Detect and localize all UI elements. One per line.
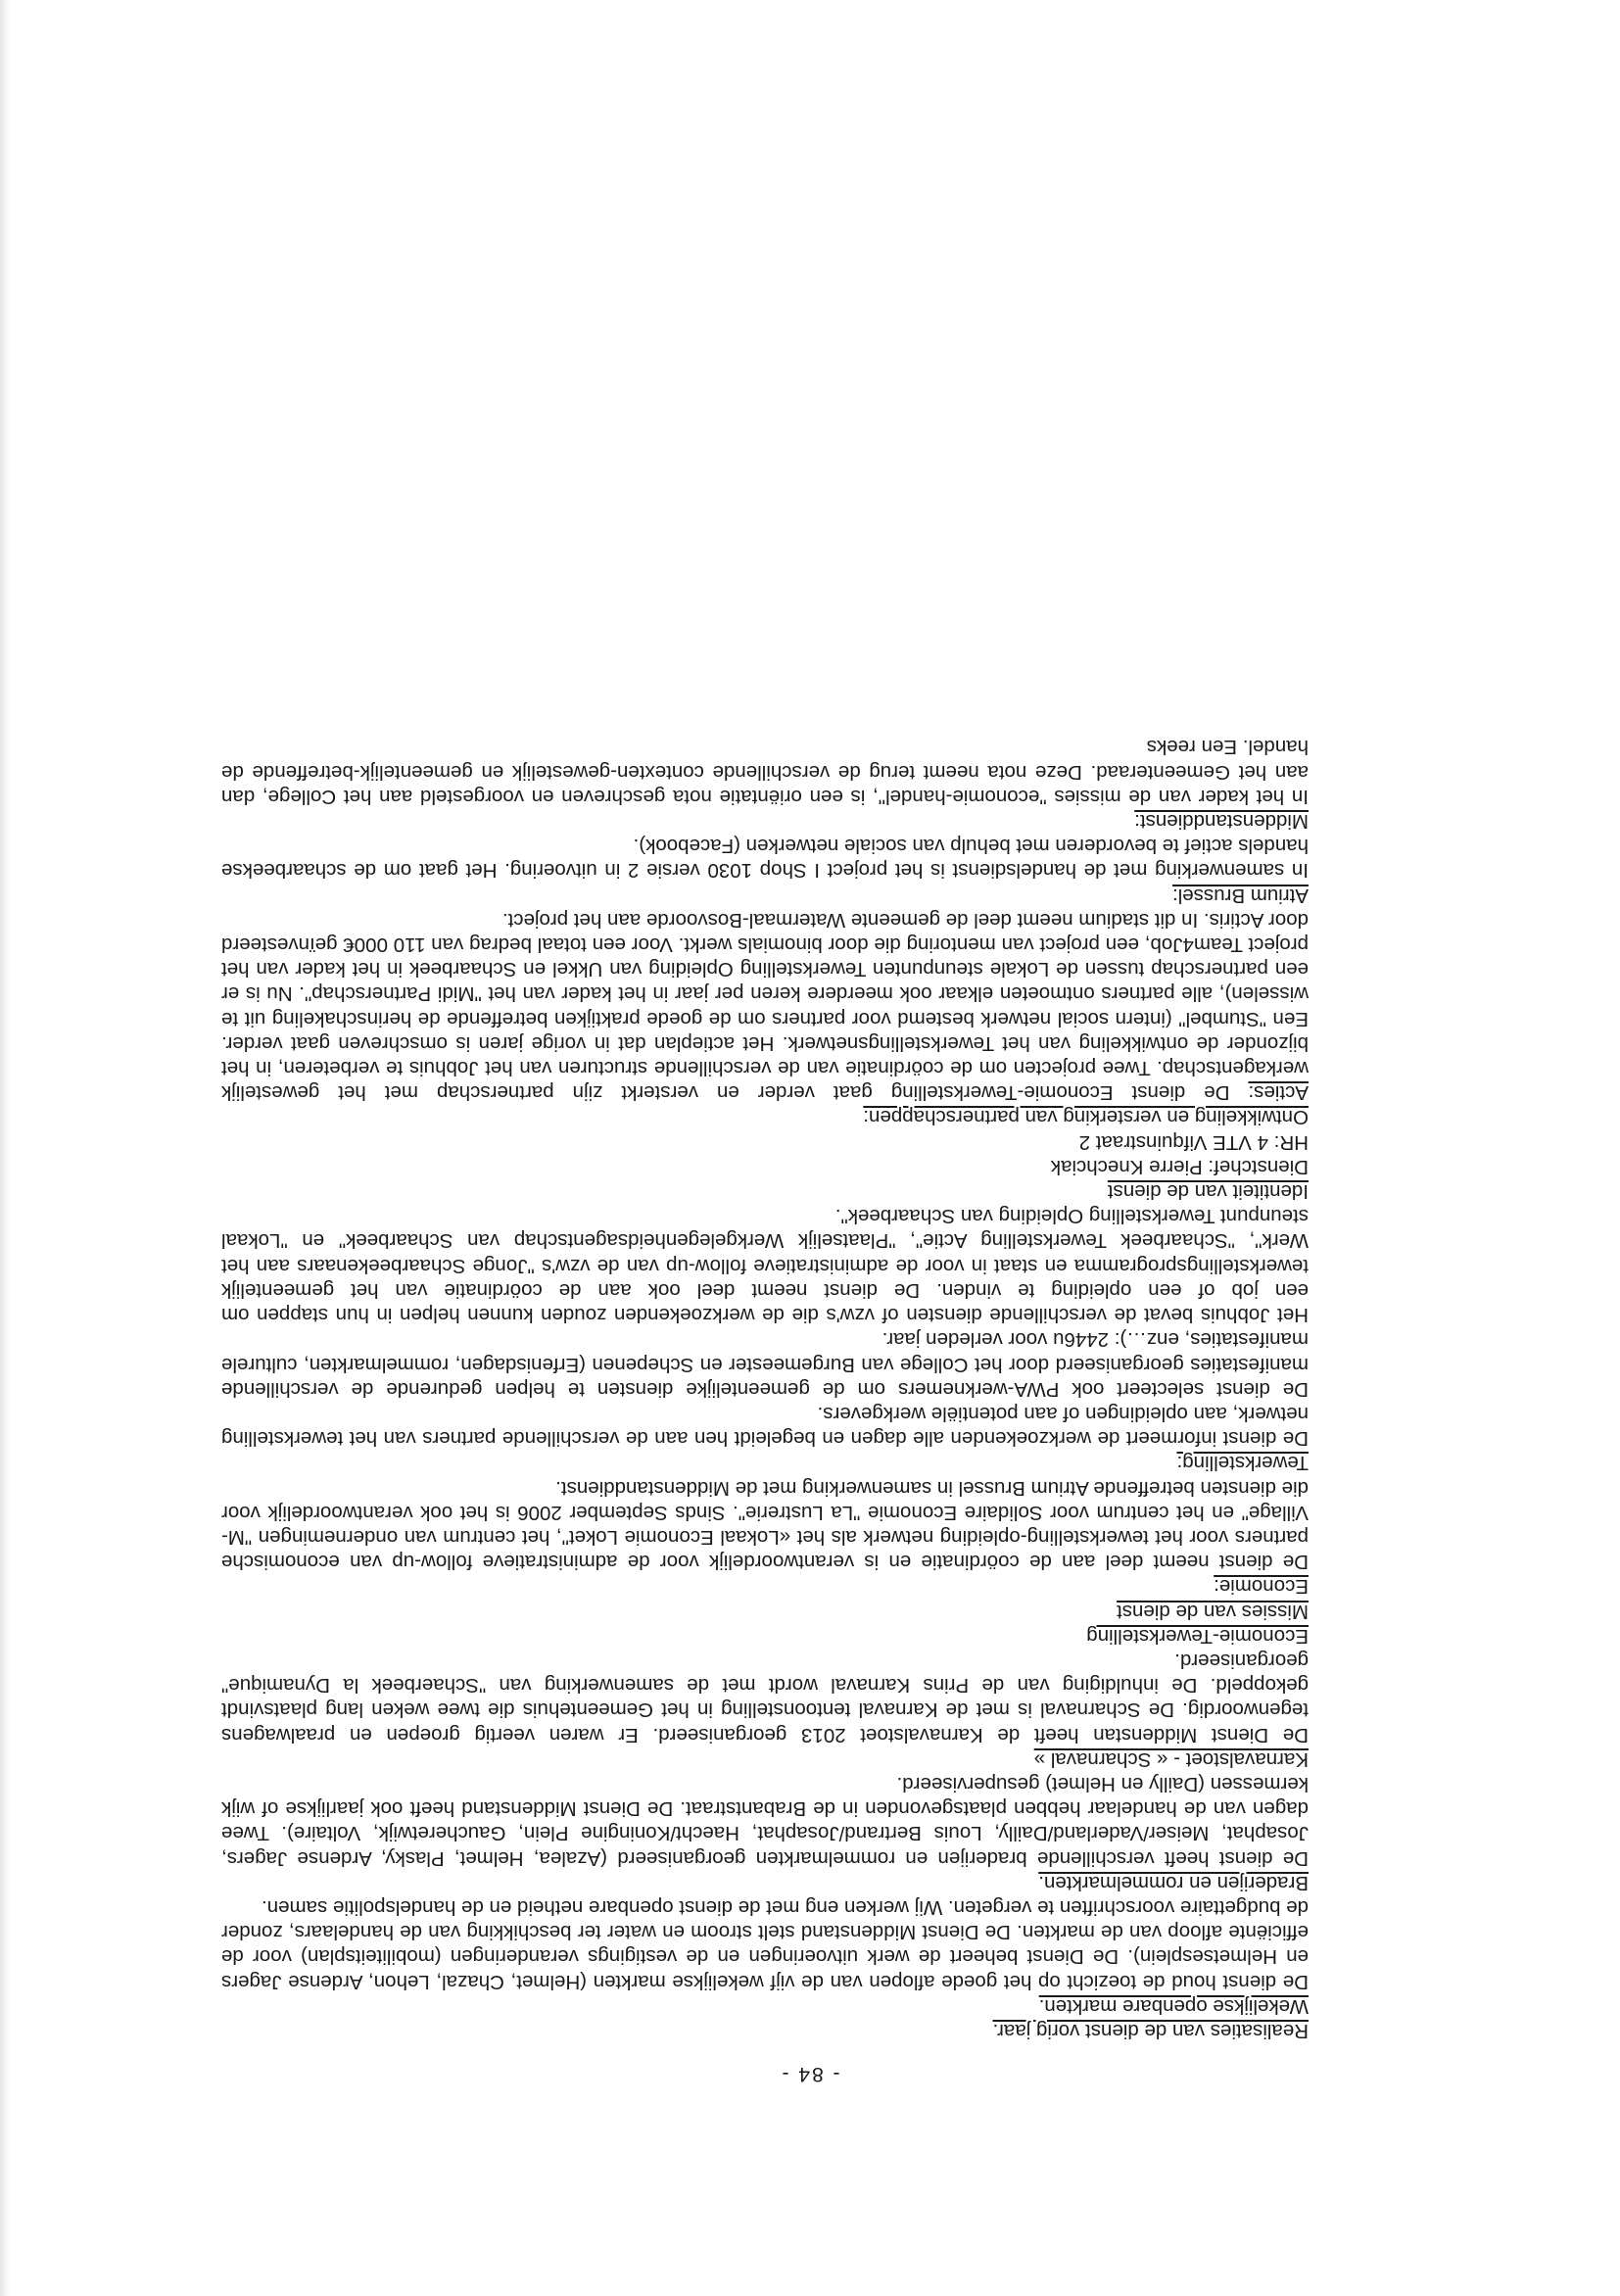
section-heading-economie-tewerkstelling: Economie-Tewerkstelling [1086,1624,1309,1648]
subheading-middenstand: Middenstanddienst: [1134,810,1309,834]
subheading-missies: Missies van de dienst [1117,1600,1309,1623]
subheading-identiteit: Identiteit van de dienst [1107,1180,1309,1204]
identiteit-dienstchef: Dienstchef: Pierre Knechciak [1050,1155,1309,1178]
acties-label: Acties: [1248,1081,1309,1105]
paragraph-tewerkstelling-1: De dienst informeert de werkzoekenden alle dagen en begeleidt hen aan de verschillende partners van het tewerkstelling netwerk, aan opleidingen of aan potentiële werkgevers. [221,1402,1309,1451]
subheading-tewerkstelling: Tewerkstelling: [1176,1452,1309,1475]
page-content [221,735,1309,2043]
acties-text: De dienst Economie-Tewerkstelling gaat verder en versterkt zijn partnerschap met het gewestelijk werkagentschap. Twee projecten om de coördinatie van de verschillende structuren van het Jobhuis te verbeteren, in het bijzonder de ontwikkeling van het Tewerkstellingsnetwerk. Het actieplan dat in vorige jaren is omschreven gaat verder. Een "Stumbel" (intern social netwerk bestemd voor partners om de goede praktijken betreffende de herinschakeling uit te wisselen), alle partners ontmoeten elkaar ook meerdere keren per jaar in het kader van het "Midi Partnerschap". Nu is er een partnerschap tussen de Lokale steunpunten Tewerkstelling Opleiding van Ukkel en Schaarbeek in het kader van het project Team4Job, een project van mentoring die door binomials werkt. Voor een totaal bedrag van 110 000€ geïnvesteerd door Actiris. In dit stadium neemt deel de gemeente Watermaal-Bosvoorde aan het project. [221,908,1309,1105]
paragraph-markten: De dienst houd de toezicht op het goede aflopen van de vijf wekelijkse markten (Helmet, Chazal, Lehon, Ardense Jagers en Helmetsesplein). De Dienst beheert de werk uitvoeringen en de vestigings veranderingen (mobiliteitsplan) voor de efficiënte afloop van de markten. De Dienst Middenstand stelt stroom en water ter beschikking van de handelaars, zonder de budgettaire voorschriften te vergeten. Wij werken eng met de dienst openbare netheid en de handelspolitie samen. [221,1895,1309,1993]
paragraph-braderijen: De dienst heeft verschillende braderijen en rommelmarkten georganiseerd (Azalea, Helmet, Plasky, Ardense Jagers, Josaphat, Meiser/Vaderland/Dailly, Louis Bertrand/Josaphat, Haecht/Koningine Plein, Gaucheretwijk, Voltaire). Twee dagen van de handelaar hebben plaatsgevonden in de Brabantstraat. De Dienst Middenstand heeft ook jaarlijkse of wijk kermessen (Dailly en Helmet) gesuperviseerd. [221,1772,1309,1870]
paragraph-tewerkstelling-3: Het Jobhuis bevat de verschillende diensten of vzw's die de werkzoekenden zouden kunnen helpen in hun stappen om een job of een opleiding te vinden. De dienst neemt deel ook aan de coördinatie van het gemeentelijk tewerkstellingsprogramma en staat in voor de administratieve follow-up van de vzw's "Jonge Schaarbeekenaars aan het Werk", "Schaarbeek Tewerkstelling Actie", "Plaatselijk Werkgelegenheidsagentschap van Schaarbeek" en "Lokaal steunpunt Tewerkstelling Opleiding van Schaarbeek". [221,1205,1309,1327]
paragraph-karnaval: De Dienst Middenstan heeft de Karnavalstoet 2013 georganiseerd. Er waren veertig groepen en praalwagens tegenwoordig. De Scharnaval is met de Karnaval tentoonstelling in het Gemeentehuis die twee weken lang plaatsvindt gekoppeld. De inhuldiging van de Prins Karnaval wordt met de samenwerking van "Schaerbeek la Dynamique" georganiseerd. [221,1649,1309,1746]
paragraph-atrium: In samenwerking met de handelsdienst is het project I Shop 1030 versie 2 in uitvoering. Het gaat om de schaarbeekse handels actief te bevorderen met behulp van sociale netwerken (Facebook). [221,835,1309,883]
subheading-karnaval: Karnavalstoet - « Scharnaval » [1033,1747,1309,1771]
subheading-atrium: Atrium Brussel: [1172,884,1309,907]
paragraph-middenstand: In het kader van de missies "economie-handel", is een oriëntatie nota geschreven en voorgesteld aan het College, dan aan het Gemeenteraad. Deze nota neemt terug de verschillende contexten-gewestelijk en gemeentelijk-betreffende de handel. Een reeks [221,736,1309,808]
subheading-economie: Economie: [1214,1575,1309,1599]
subheading-ontwikkeling: Ontwikkeling en versterking van partnerschappen: [863,1106,1309,1129]
page-number: - 84 - [780,2063,840,2085]
paragraph-ontwikkeling [221,908,1309,1106]
subheading-braderijen: Braderijen en rommelmarkten. [1038,1871,1309,1894]
identiteit-hr: HR: 4 VTE Vifquinstraat 2 [1078,1130,1309,1154]
paragraph-tewerkstelling-2: De dienst selecteert ook PWA-werknemers om de gemeentelijke diensten te helpen gedurende de verschillende manifestaties georganiseerd door het College van Burgemeester en Schepenen (Erfenisdagen, rommelmarkten, culturele manifestaties, enz…): 2446u voor verleden jaar. [221,1328,1309,1401]
subheading-markten: Wekelijkse openbare markten. [1038,1994,1309,2018]
section-heading-realisaties: Realisaties van de dienst vorig jaar. [992,2020,1309,2042]
paragraph-economie: De dienst neemt deel aan de coördinatie en is verantwoordelijk voor de administratieve follow-up van economische partners voor het tewerkstelling-opleiding netwerk als het «Lokaal Economie Loket", het centrum van ondernemingen "M-Village" en het centrum voor Solidaire Economie "La Lustrerie". Sinds September 2006 is het ook verantwoordelijk voor die diensten betreffende Atrium Brussel in samenwerking met de Middenstanddienst. [221,1476,1309,1574]
